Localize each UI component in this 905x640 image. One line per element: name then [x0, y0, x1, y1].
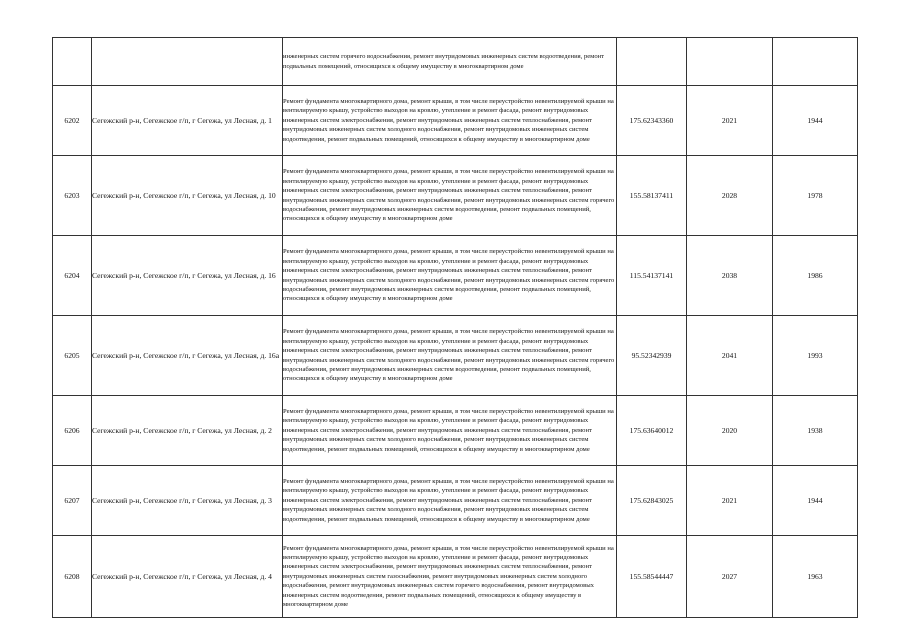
row-cost: 175.62343360 [617, 86, 687, 156]
row-number: 6208 [53, 536, 92, 618]
row-build-year: 1986 [773, 236, 858, 316]
row-works: Ремонт фундамента многоквартирного дома, ремонт крыши, в том числе переустройство невентилируемой крыши на вентилируемую крышу, устройство выходов на кровлю, утепление и ремонт фасада, ремонт внутридомовых инженерных систем электроснабжения, ремонт внутридомовых инженерных систем теплоснабжения, ремонт внутридомовых инженерных систем холодного водоснабжения, ремонт внутридомовых инженерных систем водоотведения, ремонт подвальных помещений, относящихся к общему имуществу в многоквартирном доме [283, 86, 617, 156]
table-row [53, 156, 858, 236]
row-repair-year: 2041 [687, 316, 773, 396]
row-repair-year: 2027 [687, 536, 773, 618]
row-build-year [773, 38, 858, 86]
row-repair-year [687, 38, 773, 86]
row-cost: 115.54137141 [617, 236, 687, 316]
row-works: Ремонт фундамента многоквартирного дома, ремонт крыши, в том числе переустройство невентилируемой крыши на вентилируемую крышу, устройство выходов на кровлю, утепление и ремонт фасада, ремонт внутридомовых инженерных систем электроснабжения, ремонт внутридомовых инженерных систем теплоснабжения, ремонт внутридомовых инженерных систем холодного водоснабжения, ремонт внутридомовых инженерных систем горячего водоснабжения, ремонт внутридомовых инженерных систем водоотведения, ремонт подвальных помещений, относящихся к общему имуществу в многоквартирном доме [283, 316, 617, 396]
row-works: Ремонт фундамента многоквартирного дома, ремонт крыши, в том числе переустройство невентилируемой крыши на вентилируемую крышу, устройство выходов на кровлю, утепление и ремонт фасада, ремонт внутридомовых инженерных систем электроснабжения, ремонт внутридомовых инженерных систем теплоснабжения, ремонт внутридомовых инженерных систем холодного водоснабжения, ремонт внутридомовых инженерных систем горячего водоснабжения, ремонт внутридомовых инженерных систем водоотведения, ремонт подвальных помещений, относящихся к общему имуществу в многоквартирном доме [283, 156, 617, 236]
row-repair-year: 2021 [687, 466, 773, 536]
row-address: Сегежский р-н, Сегежское г/п, г Сегежа, ул Лесная, д. 2 [92, 396, 283, 466]
row-build-year: 1963 [773, 536, 858, 618]
row-number [53, 38, 92, 86]
table-row [53, 86, 858, 156]
row-number: 6206 [53, 396, 92, 466]
row-cost: 175.62843025 [617, 466, 687, 536]
repair-schedule-table [52, 37, 858, 618]
row-number: 6204 [53, 236, 92, 316]
row-works: Ремонт фундамента многоквартирного дома, ремонт крыши, в том числе переустройство невентилируемой крыши на вентилируемую крышу, устройство выходов на кровлю, утепление и ремонт фасада, ремонт внутридомовых инженерных систем электроснабжения, ремонт внутридомовых инженерных систем теплоснабжения, ремонт внутридомовых инженерных систем холодного водоснабжения, ремонт внутридомовых инженерных систем горячего водоснабжения, ремонт внутридомовых инженерных систем водоотведения, ремонт подвальных помещений, относящихся к общему имуществу в многоквартирном доме [283, 236, 617, 316]
row-number: 6207 [53, 466, 92, 536]
table-row [53, 396, 858, 466]
table-row [53, 466, 858, 536]
row-cost: 155.58137411 [617, 156, 687, 236]
row-address: Сегежский р-н, Сегежское г/п, г Сегежа, ул Лесная, д. 3 [92, 466, 283, 536]
row-cost: 155.58544447 [617, 536, 687, 618]
table-row [53, 536, 858, 618]
row-build-year: 1944 [773, 466, 858, 536]
row-address: Сегежский р-н, Сегежское г/п, г Сегежа, ул Лесная, д. 10 [92, 156, 283, 236]
row-repair-year: 2020 [687, 396, 773, 466]
row-address: Сегежский р-н, Сегежское г/п, г Сегежа, ул Лесная, д. 4 [92, 536, 283, 618]
row-cost: 95.52342939 [617, 316, 687, 396]
row-number: 6205 [53, 316, 92, 396]
row-address: Сегежский р-н, Сегежское г/п, г Сегежа, ул Лесная, д. 16а [92, 316, 283, 396]
table-row [53, 38, 858, 86]
table-row [53, 236, 858, 316]
row-build-year: 1993 [773, 316, 858, 396]
row-address: Сегежский р-н, Сегежское г/п, г Сегежа, ул Лесная, д. 16 [92, 236, 283, 316]
row-number: 6202 [53, 86, 92, 156]
row-address [92, 38, 283, 86]
row-number: 6203 [53, 156, 92, 236]
row-build-year: 1938 [773, 396, 858, 466]
row-build-year: 1978 [773, 156, 858, 236]
row-works: инженерных систем горячего водоснабжения, ремонт внутридомовых инженерных систем водоотведения, ремонт подвальных помещений, относящихся к общему имуществу в многоквартирном доме [283, 38, 617, 86]
row-works: Ремонт фундамента многоквартирного дома, ремонт крыши, в том числе переустройство невентилируемой крыши на вентилируемую крышу, устройство выходов на кровлю, утепление и ремонт фасада, ремонт внутридомовых инженерных систем электроснабжения, ремонт внутридомовых инженерных систем теплоснабжения, ремонт внутридомовых инженерных систем газоснабжения, ремонт внутридомовых инженерных систем холодного водоснабжения, ремонт внутридомовых инженерных систем горячего водоснабжения, ремонт внутридомовых инженерных систем водоотведения, ремонт подвальных помещений, относящихся к общему имуществу в многоквартирном доме [283, 536, 617, 618]
row-address: Сегежский р-н, Сегежское г/п, г Сегежа, ул Лесная, д. 1 [92, 86, 283, 156]
row-build-year: 1944 [773, 86, 858, 156]
row-repair-year: 2021 [687, 86, 773, 156]
row-cost: 175.63640012 [617, 396, 687, 466]
row-cost [617, 38, 687, 86]
table-row [53, 316, 858, 396]
row-works: Ремонт фундамента многоквартирного дома, ремонт крыши, в том числе переустройство невентилируемой крыши на вентилируемую крышу, устройство выходов на кровлю, утепление и ремонт фасада, ремонт внутридомовых инженерных систем электроснабжения, ремонт внутридомовых инженерных систем теплоснабжения, ремонт внутридомовых инженерных систем холодного водоснабжения, ремонт внутридомовых инженерных систем водоотведения, ремонт подвальных помещений, относящихся к общему имуществу в многоквартирном доме [283, 466, 617, 536]
row-repair-year: 2038 [687, 236, 773, 316]
row-repair-year: 2028 [687, 156, 773, 236]
row-works: Ремонт фундамента многоквартирного дома, ремонт крыши, в том числе переустройство невентилируемой крыши на вентилируемую крышу, устройство выходов на кровлю, утепление и ремонт фасада, ремонт внутридомовых инженерных систем электроснабжения, ремонт внутридомовых инженерных систем теплоснабжения, ремонт внутридомовых инженерных систем холодного водоснабжения, ремонт внутридомовых инженерных систем водоотведения, ремонт подвальных помещений, относящихся к общему имуществу в многоквартирном доме [283, 396, 617, 466]
